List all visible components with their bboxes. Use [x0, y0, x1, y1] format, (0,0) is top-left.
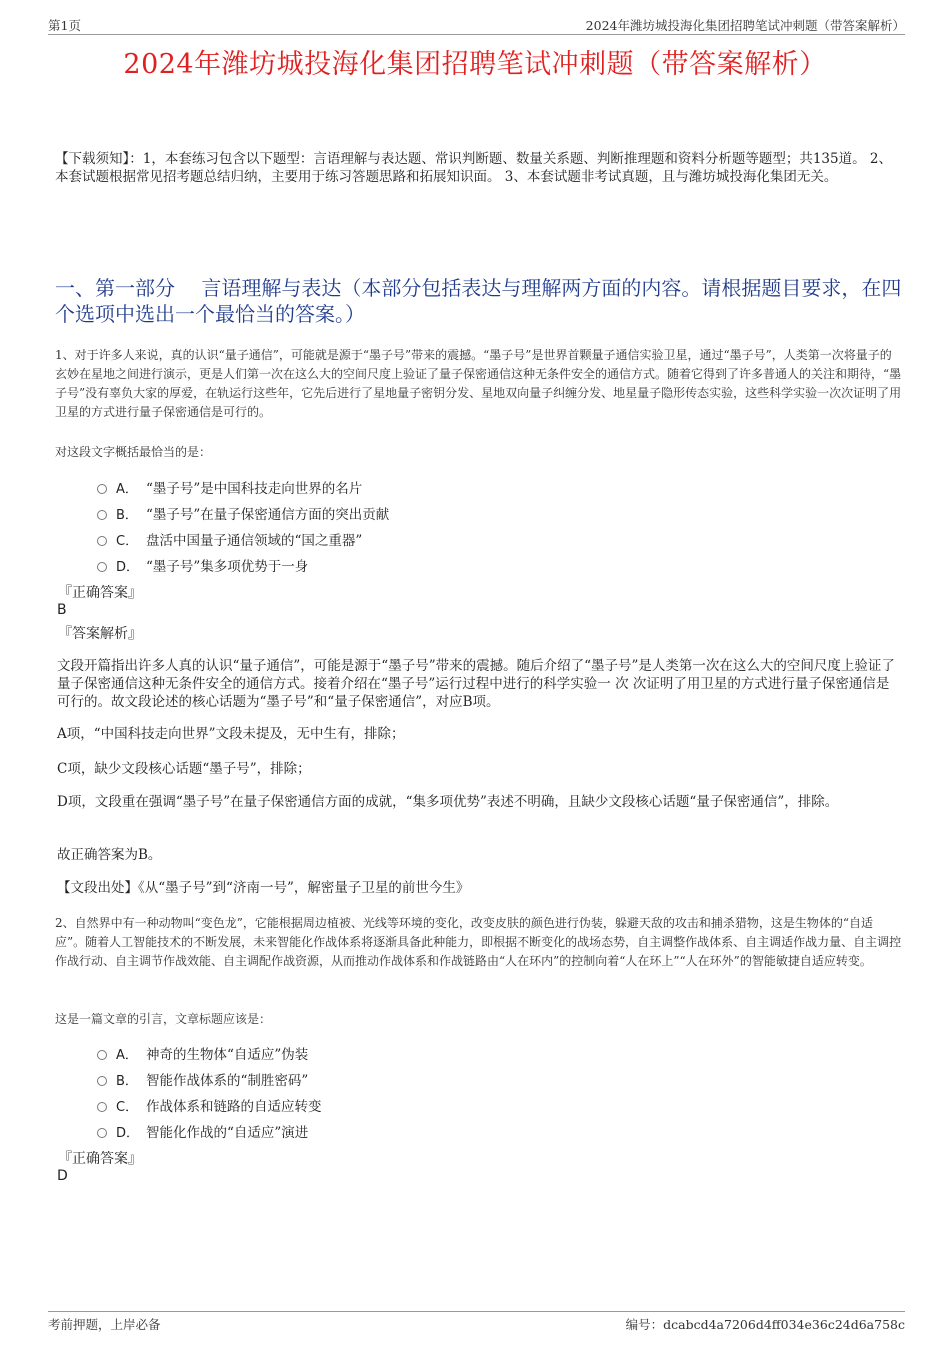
question-2-option-b[interactable]: B． 智能作战体系的“制胜密码” [97, 1069, 308, 1089]
question-2-prompt: 这是一篇文章的引言，文章标题应该是： [55, 1012, 272, 1026]
radio-icon[interactable] [97, 1076, 107, 1086]
radio-icon[interactable] [97, 510, 107, 520]
question-1-analysis-label: 『答案解析』 [58, 626, 142, 642]
question-1-option-d[interactable]: D． “墨子号”集多项优势于一身 [97, 555, 308, 575]
question-1-text: 1、对于许多人来说，真的认识“量子通信”，可能就是源于“墨子号”带来的震撼。“墨子号”是世界首颗量子通信实验卫星，通过“墨子号”，人类第一次将量子的玄妙在星地之间进行演示，更是人们第一次在这么大的空间尺度上验证了量子保密通信这种无条件安全的通信方式。随着它得到了许多普通人的关注和期待，“墨子号”没有辜负大家的厚爱，在轨运行这些年，它先后进行了星地量子密钥分发、星地双向量子纠缠分发、地星量子隐形传态实验，这些科学实验一次次证明了用卫星的方式进行量子保密通信是可行的。 [55, 348, 902, 419]
radio-icon[interactable] [97, 1102, 107, 1112]
question-1-answer-label: 『正确答案』 [58, 585, 142, 601]
question-1-analysis-option-c: C项，缺少文段核心话题“墨子号”，排除； [57, 761, 311, 777]
question-2-answer: D [57, 1168, 68, 1184]
page-header [48, 14, 905, 35]
question-1-option-a[interactable]: A． “墨子号”是中国科技走向世界的名片 [97, 477, 362, 497]
question-1-option-c[interactable]: C． 盘活中国量子通信领域的“国之重器” [97, 529, 362, 549]
footer-doc-id: 编号：dcabcd4a7206d4ff034e36c24d6a758c [625, 1317, 905, 1332]
page-number: 第1页 [48, 18, 81, 33]
question-2-option-d[interactable]: D． 智能化作战的“自适应”演进 [97, 1121, 308, 1141]
footer-slogan: 考前押题，上岸必备 [48, 1317, 161, 1332]
download-notice: 【下载须知】：1，本套练习包含以下题型：言语理解与表达题、常识判断题、数量关系题、判断推理题和资料分析题等题型；共135道。 2、本套试题根据常见招考题总结归纳，主要用于练习答题思路和拓展知识面。 3、本套试题非考试真题，且与潍坊城投海化集团无关。 [55, 151, 892, 185]
question-1-analysis-paragraph: 文段开篇指出许多人真的认识“量子通信”，可能是源于“墨子号”带来的震撼。随后介绍了“墨子号”是人类第一次在这么大的空间尺度上验证了量子保密通信这种无条件安全的通信方式。接着介绍在“墨子号”运行过程中进行的科学实验一 次 次证明了用卫星的方式进行量子保密通信是可行的。故文段论述的核心话题为“墨子号”和“量子保密通信”，对应B项。 [57, 658, 895, 710]
question-2-text: 2、自然界中有一种动物叫“变色龙”，它能根据周边植被、光线等环境的变化，改变皮肤的颜色进行伪装，躲避天敌的攻击和捕杀猎物，这是生物体的“自适应”。随着人工智能技术的不断发展，未来智能化作战体系将逐渐具备此种能力，即根据不断变化的战场态势，自主调整作战体系、自主调适作战力量、自主调控作战行动、自主调节作战效能、自主调配作战资源，从而推动作战体系和作战链路由“人在环内”的控制向着“人在环上”“人在环外”的智能敏捷自适应转变。 [55, 916, 902, 968]
question-1-conclusion: 故正确答案为B。 [57, 847, 162, 863]
document-title: 2024年潍坊城投海化集团招聘笔试冲刺题（带答案解析） [123, 49, 827, 80]
question-2-answer-label: 『正确答案』 [58, 1151, 142, 1167]
question-2-option-c[interactable]: C． 作战体系和链路的自适应转变 [97, 1095, 322, 1115]
radio-icon[interactable] [97, 1128, 107, 1138]
radio-icon[interactable] [97, 536, 107, 546]
question-1-source: 【文段出处】《从“墨子号”到“济南一号”，解密量子卫星的前世今生》 [57, 880, 470, 896]
question-1-answer: B [57, 602, 67, 618]
radio-icon[interactable] [97, 484, 107, 494]
radio-icon[interactable] [97, 562, 107, 572]
header-doc-title: 2024年潍坊城投海化集团招聘笔试冲刺题（带答案解析） [585, 18, 905, 33]
question-2-option-a[interactable]: A． 神奇的生物体“自适应”伪装 [97, 1043, 308, 1063]
question-1-prompt: 对这段文字概括最恰当的是： [55, 445, 212, 459]
radio-icon[interactable] [97, 1050, 107, 1060]
section-heading: 一、第一部分 言语理解与表达（本部分包括表达与理解两方面的内容。请根据题目要求，在四个选项中选出一个最恰当的答案。） [55, 276, 902, 326]
question-1-analysis-option-d: D项，文段重在强调“墨子号”在量子保密通信方面的成就，“集多项优势”表述不明确，且缺少文段核心话题“量子保密通信”，排除。 [57, 794, 839, 810]
question-1-analysis-option-a: A项，“中国科技走向世界”文段未提及，无中生有，排除； [57, 726, 405, 742]
page-footer [48, 1311, 905, 1334]
question-1-option-b[interactable]: B． “墨子号”在量子保密通信方面的突出贡献 [97, 503, 389, 523]
